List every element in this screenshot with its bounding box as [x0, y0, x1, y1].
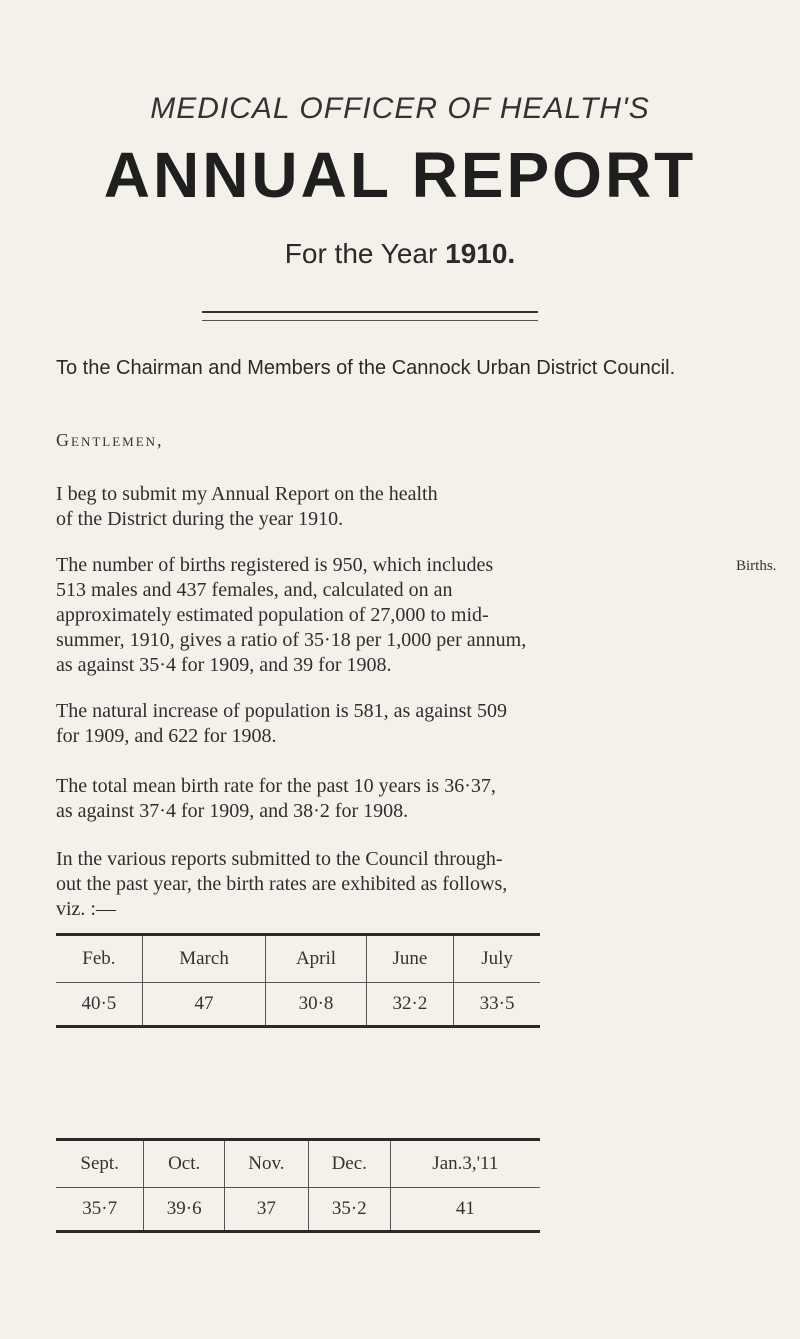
- table-cell: 30·8: [266, 983, 366, 1027]
- table-header-cell: July: [454, 935, 540, 983]
- paragraph-mean-birth-rate: [56, 774, 776, 824]
- table-header-row: [56, 1140, 540, 1188]
- table-cell: 47: [142, 983, 266, 1027]
- table-header-cell: Jan.3,'11: [390, 1140, 540, 1188]
- double-rule-divider: [202, 311, 538, 321]
- paragraph-line: viz. :—: [56, 898, 116, 920]
- paragraph-line: 513 males and 437 females, and, calculated on an: [56, 579, 453, 601]
- table-row: [56, 983, 540, 1027]
- paragraph-natural-increase: [56, 699, 776, 749]
- birth-rates-table-2: [56, 1138, 540, 1233]
- paragraph-line: approximately estimated population of 27,000 to mid-: [56, 604, 489, 626]
- table-header-cell: Nov.: [225, 1140, 309, 1188]
- margin-note-births: Births.: [736, 558, 777, 574]
- table-row: [56, 1188, 540, 1232]
- paragraph-intro: [56, 482, 776, 532]
- report-kicker: MEDICAL OFFICER OF HEALTH'S: [150, 92, 650, 125]
- report-subtitle: [0, 238, 800, 270]
- paragraph-line: out the past year, the birth rates are exhibited as follows,: [56, 873, 508, 895]
- paragraph-line: summer, 1910, gives a ratio of 35·18 per 1,000 per annum,: [56, 629, 527, 651]
- subtitle-prefix: For the Year: [284, 238, 438, 269]
- table-header-cell: Dec.: [308, 1140, 390, 1188]
- paragraph-line: for 1909, and 622 for 1908.: [56, 725, 277, 747]
- table-cell: 37: [225, 1188, 309, 1232]
- report-title: ANNUAL REPORT: [103, 139, 697, 211]
- salutation: Gentlemen,: [56, 430, 164, 450]
- table-header-cell: Sept.: [56, 1140, 144, 1188]
- paragraph-line: as against 35·4 for 1909, and 39 for 1908.: [56, 654, 392, 676]
- table-cell: 33·5: [454, 983, 540, 1027]
- paragraph-births: [56, 553, 776, 678]
- address-line: To the Chairman and Members of the Cannock Urban District Council.: [56, 357, 676, 379]
- paragraph-line: The total mean birth rate for the past 10 years is 36·37,: [56, 775, 496, 797]
- paragraph-line: The natural increase of population is 581, as against 509: [56, 700, 507, 722]
- table-header-cell: April: [266, 935, 366, 983]
- table-header-cell: March: [142, 935, 266, 983]
- paragraph-line: In the various reports submitted to the Council through-: [56, 848, 503, 870]
- table-cell: 35·2: [308, 1188, 390, 1232]
- paragraph-line: of the District during the year 1910.: [56, 508, 344, 530]
- paragraph-line: as against 37·4 for 1909, and 38·2 for 1908.: [56, 800, 409, 822]
- paragraph-line: The number of births registered is 950, which includes: [56, 554, 494, 576]
- table-cell: 32·2: [366, 983, 453, 1027]
- paragraph-line: I beg to submit my Annual Report on the health: [56, 483, 438, 505]
- table-cell: 35·7: [82, 1198, 118, 1219]
- table-header-cell: Oct.: [144, 1140, 225, 1188]
- paragraph-reports: [56, 847, 776, 922]
- table-header-cell: Feb.: [56, 935, 142, 983]
- report-year: 1910.: [445, 238, 516, 269]
- table-cell: 39·6: [144, 1188, 225, 1232]
- table-header-cell: June: [366, 935, 453, 983]
- table-cell: 41: [390, 1188, 540, 1232]
- table-header-row: [56, 935, 540, 983]
- table-cell: 40·5: [81, 993, 117, 1014]
- birth-rates-table-1: [56, 933, 540, 1028]
